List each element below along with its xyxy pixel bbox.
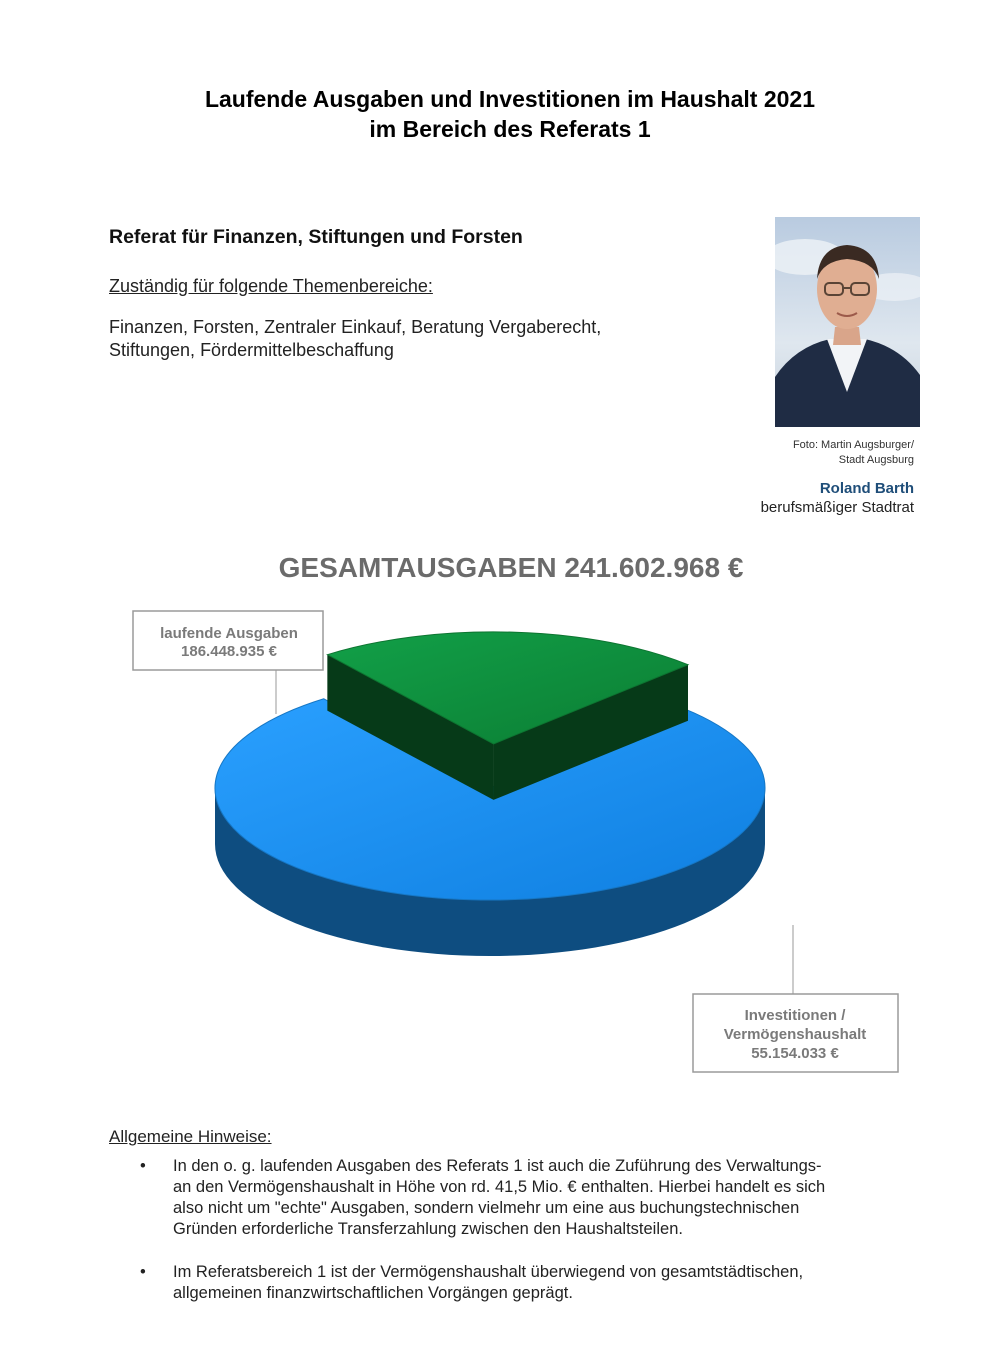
list-item — [140, 1156, 920, 1240]
hint-line: In den o. g. laufenden Ausgaben des Referats 1 ist auch die Zuführung des Verwaltungs- — [173, 1157, 822, 1175]
slice-label-value: 55.154.033 € — [751, 1045, 839, 1062]
chart-title: GESAMTAUSGABEN 241.602.968 € — [278, 552, 744, 583]
person-name: Roland Barth — [819, 480, 914, 497]
hint-line: allgemeinen finanzwirtschaftlichen Vorgängen geprägt. — [173, 1284, 573, 1302]
bullet-icon: • — [140, 1263, 146, 1281]
topics-list — [109, 316, 729, 362]
label-investitionen — [693, 925, 898, 1072]
person-role: berufsmäßiger Stadtrat — [760, 499, 914, 516]
pie-chart — [0, 530, 1004, 1090]
hint-line: an den Vermögenshaushalt in Höhe von rd. 41,5 Mio. € enthalten. Hierbei handelt es sich — [173, 1178, 826, 1196]
slice-label-name: Investitionen / — [744, 1007, 846, 1024]
hint-line: also nicht um "echte" Ausgaben, sondern vielmehr um eine aus buchungstechnischen — [173, 1199, 800, 1217]
slice-label-name: laufende Ausgaben — [160, 625, 298, 642]
hint-line: Gründen erforderliche Transferzahlung zwischen den Haushaltsteilen. — [173, 1220, 683, 1238]
slice-label-name: Vermögenshaushalt — [723, 1026, 867, 1043]
photo-credit — [793, 438, 914, 468]
department-name: Referat für Finanzen, Stiftungen und Forsten — [109, 226, 523, 248]
photo-credit-line2: Stadt Augsburg — [838, 454, 914, 466]
list-item — [140, 1262, 920, 1304]
slice-label-value: 186.448.935 € — [181, 643, 277, 660]
page-title-line2: im Bereich des Referats 1 — [369, 116, 651, 142]
hint-line: Im Referatsbereich 1 ist der Vermögenshaushalt überwiegend von gesamtstädtischen, — [173, 1263, 804, 1281]
page-title-line1: Laufende Ausgaben und Investitionen im Haushalt 2021 — [204, 86, 816, 112]
hints-heading: Allgemeine Hinweise: — [109, 1127, 272, 1146]
bullet-icon: • — [140, 1157, 146, 1175]
page-title — [0, 84, 1004, 144]
topics-line2: Stiftungen, Fördermittelbeschaffung — [109, 340, 394, 360]
person-photo — [775, 217, 920, 427]
hints-list — [140, 1156, 920, 1326]
portrait-image — [775, 217, 920, 427]
responsibility-heading: Zuständig für folgende Themenbereiche: — [109, 276, 433, 296]
photo-credit-line1: Foto: Martin Augsburger/ — [792, 439, 914, 451]
pie-slices — [215, 632, 765, 956]
label-laufende-ausgaben — [133, 611, 323, 714]
topics-line1: Finanzen, Forsten, Zentraler Einkauf, Beratung Vergaberecht, — [109, 317, 602, 337]
